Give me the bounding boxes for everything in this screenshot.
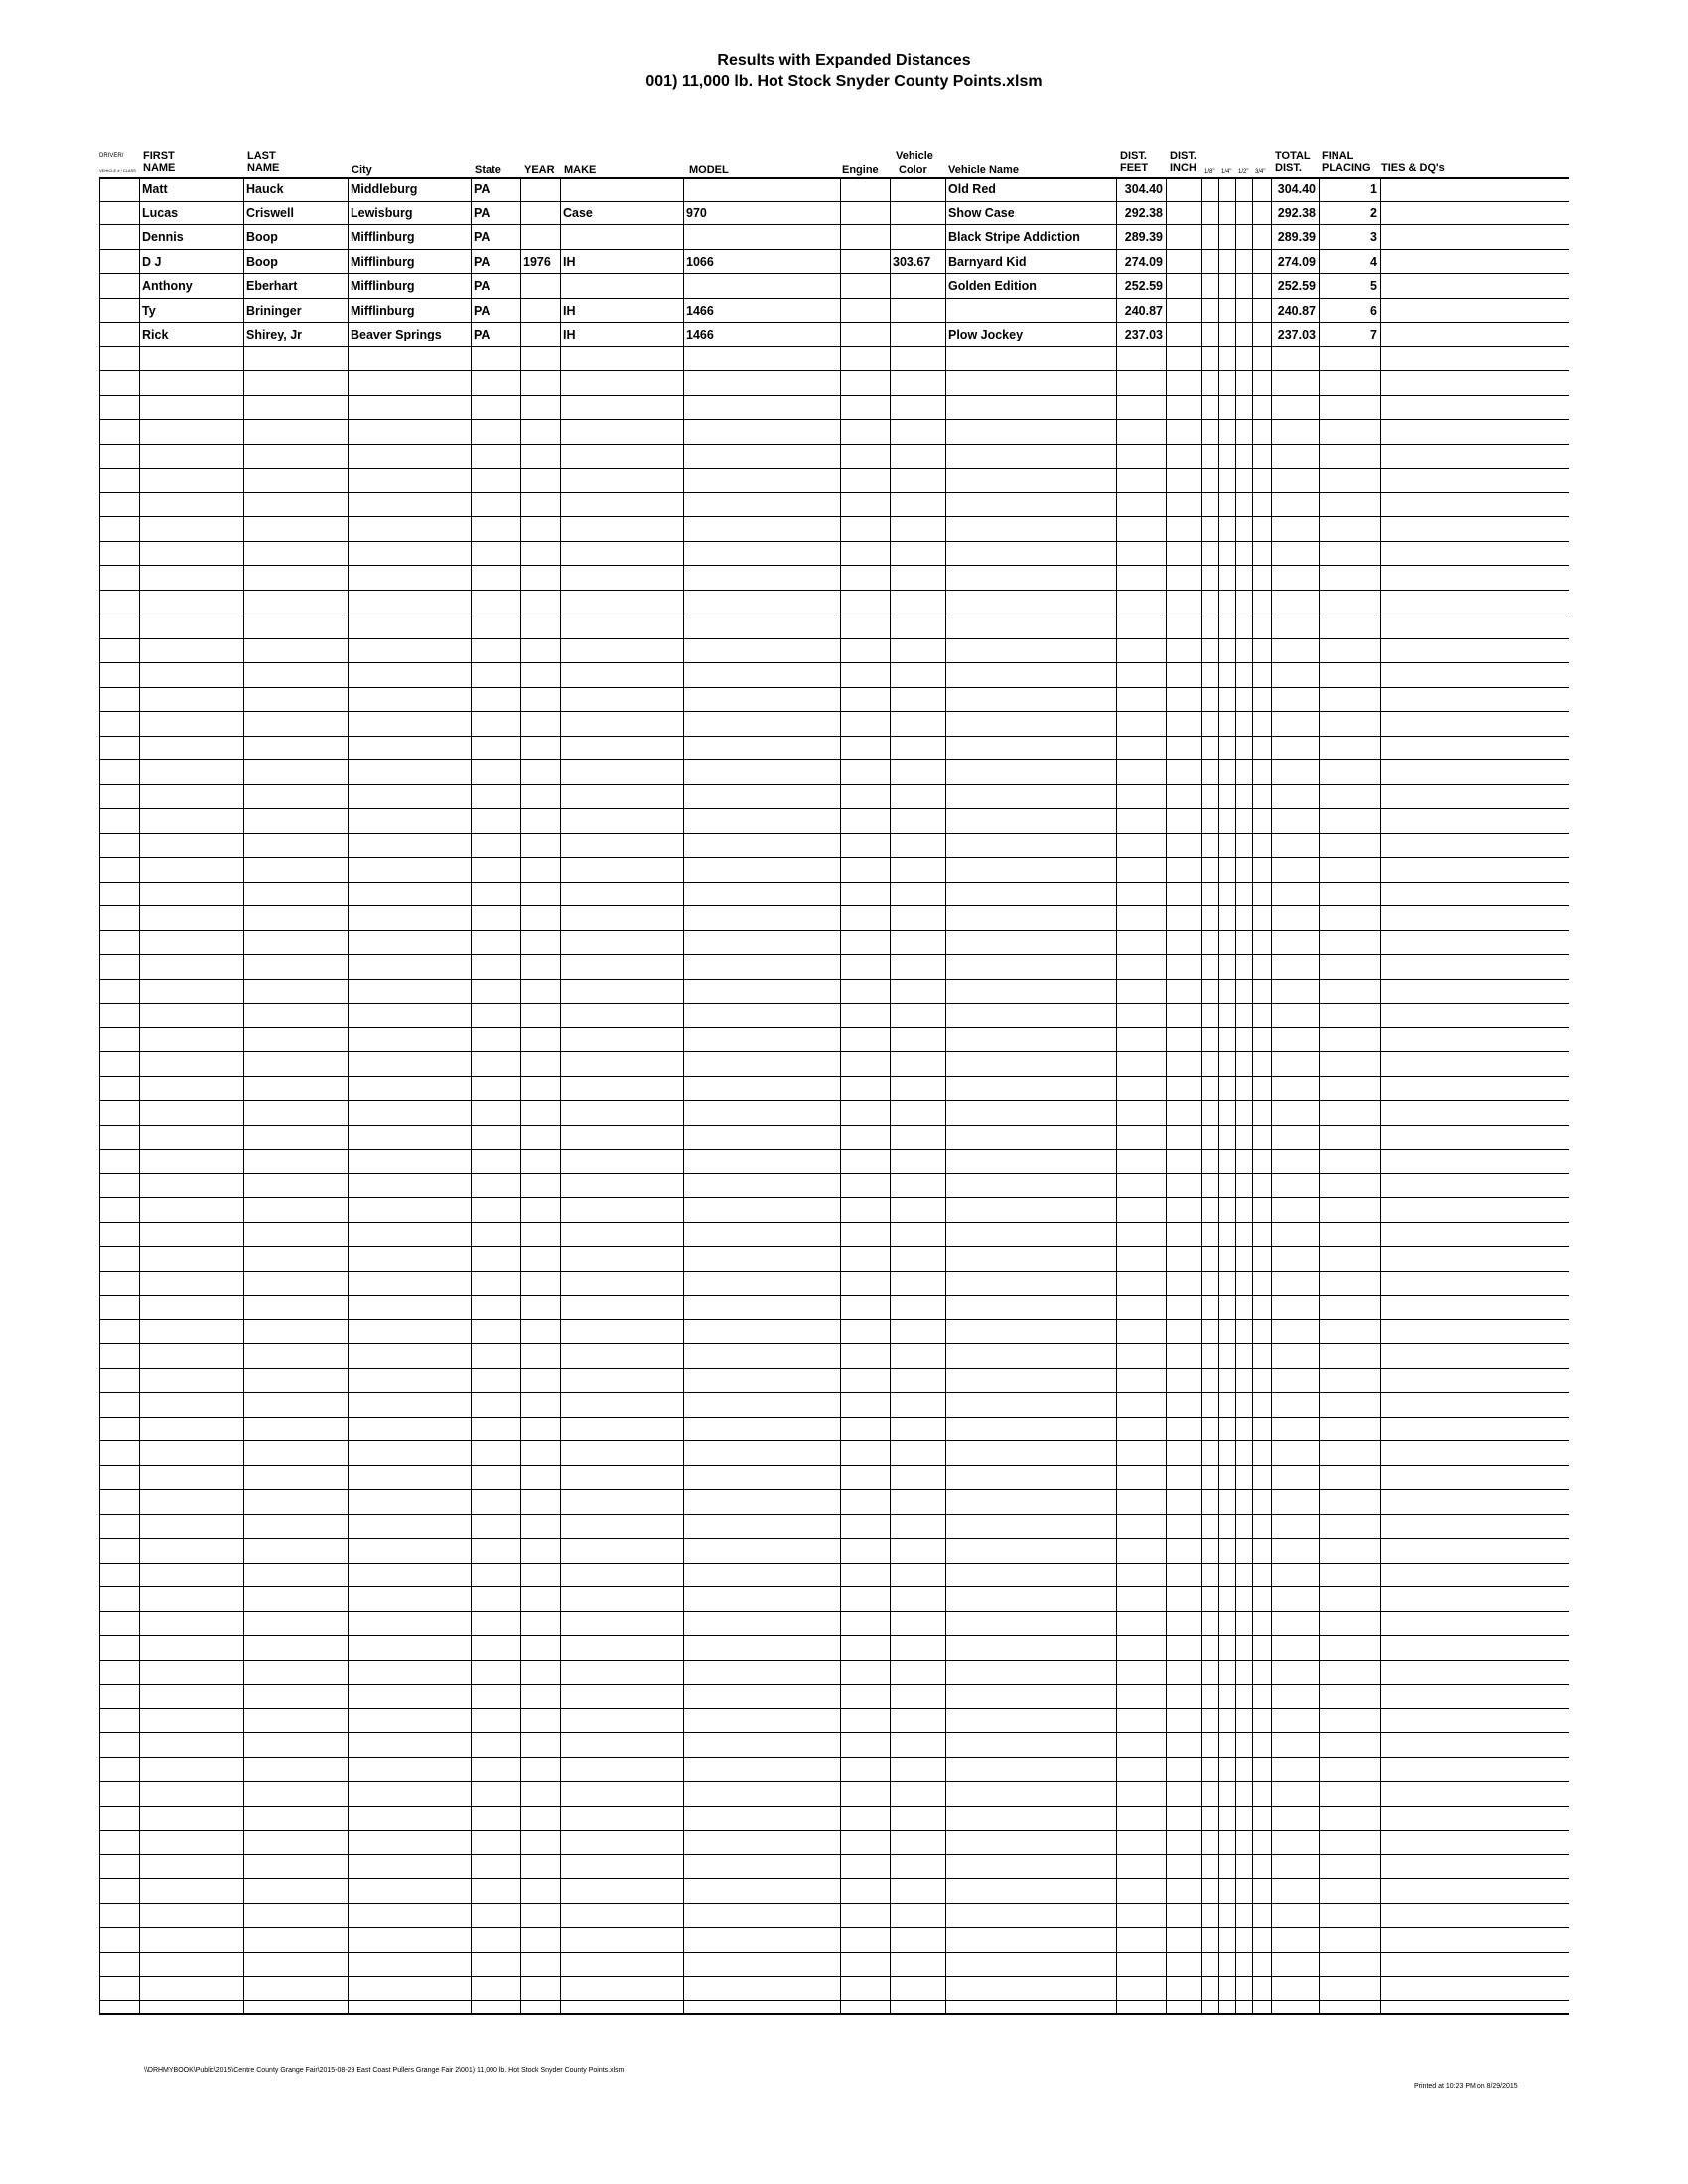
table-row — [99, 1928, 1569, 1953]
cell-first: Rick — [142, 328, 169, 341]
table-row — [99, 371, 1569, 396]
cell-color — [890, 177, 945, 201]
col-header-make: MAKE — [564, 164, 597, 176]
col-header-fraction-2: 1/4" — [1221, 169, 1232, 175]
cell-engine — [840, 202, 890, 225]
cell-color — [890, 202, 945, 225]
col-header-fraction-3: 1/2" — [1238, 169, 1249, 175]
cell-color — [890, 225, 945, 249]
table-row — [99, 1685, 1569, 1709]
cell-state: PA — [474, 254, 491, 269]
cell-city: Mifflinburg — [351, 254, 415, 269]
cell-dist-feet: 237.03 — [1124, 328, 1163, 341]
table-row — [99, 469, 1569, 493]
cell-last: Brininger — [246, 303, 302, 318]
table-row — [99, 1904, 1569, 1929]
cell-vehicle-name: Show Case — [948, 205, 1015, 220]
table-row — [99, 1272, 1569, 1297]
table-row — [99, 1515, 1569, 1540]
col-header-year: YEAR — [524, 164, 555, 176]
report-header — [0, 50, 1688, 93]
table-row — [99, 1223, 1569, 1248]
cell-total: 237.03 — [1277, 328, 1316, 341]
table-row — [99, 1709, 1569, 1734]
table-row — [99, 906, 1569, 931]
table-row — [99, 542, 1569, 567]
table-row — [99, 1564, 1569, 1588]
cell-placing: 6 — [1370, 303, 1377, 318]
table-row — [99, 445, 1569, 470]
cell-last: Boop — [246, 230, 278, 244]
col-header-dist-inch-bottom: INCH — [1170, 162, 1196, 174]
cell-model: 970 — [686, 205, 707, 220]
col-header-driver: DRIVER/ — [99, 153, 124, 159]
table-row — [99, 1174, 1569, 1199]
table-row — [99, 1150, 1569, 1174]
table-row — [99, 566, 1569, 591]
cell-year — [520, 323, 560, 346]
table-row — [99, 1466, 1569, 1491]
report-title: Results with Expanded Distances — [717, 52, 971, 68]
cell-last: Boop — [246, 254, 278, 269]
table-row — [99, 737, 1569, 761]
cell-color: 303.67 — [893, 254, 931, 269]
cell-year — [520, 299, 560, 323]
table-row — [99, 274, 1569, 299]
table-row — [99, 1077, 1569, 1102]
cell-first: D J — [142, 254, 162, 269]
table-row — [99, 980, 1569, 1005]
cell-total: 274.09 — [1277, 254, 1316, 269]
cell-first: Matt — [142, 182, 168, 196]
cell-placing: 1 — [1370, 182, 1377, 196]
table-row — [99, 1733, 1569, 1758]
cell-year — [520, 202, 560, 225]
table-row — [99, 1126, 1569, 1151]
col-header-final-bottom: PLACING — [1322, 162, 1371, 174]
cell-city: Mifflinburg — [351, 303, 415, 318]
cell-total: 240.87 — [1277, 303, 1316, 318]
table-row — [99, 1782, 1569, 1807]
table-row — [99, 1758, 1569, 1783]
cell-total: 289.39 — [1277, 230, 1316, 244]
cell-last: Eberhart — [246, 279, 298, 293]
table-row — [99, 1441, 1569, 1466]
report-subtitle: 001) 11,000 lb. Hot Stock Snyder County Points.xlsm — [645, 73, 1043, 90]
cell-state: PA — [474, 328, 491, 341]
col-header-final-top: FINAL — [1322, 150, 1354, 162]
col-header-color-top: Vehicle — [896, 150, 933, 162]
cell-make: IH — [563, 328, 576, 341]
cell-state: PA — [474, 182, 491, 196]
cell-placing: 7 — [1370, 328, 1377, 341]
cell-color — [890, 323, 945, 346]
cell-placing: 5 — [1370, 279, 1377, 293]
cell-city: Middleburg — [351, 182, 418, 196]
col-header-first-top: FIRST — [143, 150, 175, 162]
col-header-total-top: TOTAL — [1275, 150, 1311, 162]
cell-placing: 3 — [1370, 230, 1377, 244]
col-header-dist-inch-top: DIST. — [1170, 150, 1196, 162]
cell-city: Lewisburg — [351, 205, 413, 220]
table-row — [99, 1369, 1569, 1394]
cell-dist-feet: 289.39 — [1124, 230, 1163, 244]
table-row — [99, 1953, 1569, 1978]
col-header-total-bottom: DIST. — [1275, 162, 1302, 174]
cell-make — [560, 225, 683, 249]
cell-model: 1466 — [686, 303, 714, 318]
table-row — [99, 396, 1569, 421]
cell-color — [890, 299, 945, 323]
cell-engine — [840, 274, 890, 298]
cell-model — [683, 225, 840, 249]
cell-dist-feet: 240.87 — [1124, 303, 1163, 318]
cell-dist-feet: 252.59 — [1124, 279, 1163, 293]
table-row — [99, 1636, 1569, 1661]
table-row — [99, 1247, 1569, 1272]
table-row — [99, 1490, 1569, 1515]
table-row — [99, 883, 1569, 907]
cell-engine — [840, 250, 890, 274]
cell-model: 1066 — [686, 254, 714, 269]
table-row — [99, 1028, 1569, 1053]
cell-dist-feet: 274.09 — [1124, 254, 1163, 269]
cell-vehicle-name: Old Red — [948, 182, 996, 196]
cell-color — [890, 274, 945, 298]
cell-vehicle-name: Barnyard Kid — [948, 254, 1027, 269]
table-row — [99, 785, 1569, 810]
table-row — [99, 858, 1569, 883]
table-row — [99, 1539, 1569, 1564]
cell-year — [520, 274, 560, 298]
table-row — [99, 955, 1569, 980]
cell-engine — [840, 225, 890, 249]
file-path-footer: \\DRHMYBOOK\Public\2015\Centre County Grange Fair\2015-08-29 East Coast Pullers Grange Fair 2\001) 11,000 lb. Hot Stock Snyder County Points.xlsm — [144, 2067, 625, 2074]
cell-first: Ty — [142, 303, 156, 318]
col-header-vehicle-name: Vehicle Name — [948, 164, 1019, 176]
cell-first: Anthony — [142, 279, 193, 293]
table-bottom-border — [99, 2013, 1569, 2015]
table-row — [99, 1807, 1569, 1832]
cell-engine — [840, 177, 890, 201]
table-row — [99, 250, 1569, 275]
table-row — [99, 1052, 1569, 1077]
cell-vehicle-name: Black Stripe Addiction — [948, 230, 1080, 244]
cell-city: Mifflinburg — [351, 230, 415, 244]
col-header-model: MODEL — [689, 164, 729, 176]
table-row — [99, 420, 1569, 445]
cell-total: 304.40 — [1277, 182, 1316, 196]
cell-total: 252.59 — [1277, 279, 1316, 293]
table-row — [99, 809, 1569, 834]
cell-last: Shirey, Jr — [246, 328, 303, 341]
table-row — [99, 493, 1569, 518]
cell-state: PA — [474, 205, 491, 220]
table-row — [99, 1344, 1569, 1369]
col-header-state: State — [475, 164, 501, 176]
col-header-ties: TIES & DQ's — [1381, 162, 1445, 174]
table-row — [99, 177, 1569, 202]
cell-model: 1466 — [686, 328, 714, 341]
table-row — [99, 1612, 1569, 1637]
table-row — [99, 1320, 1569, 1345]
col-header-dist-feet-top: DIST. — [1120, 150, 1147, 162]
cell-total: 292.38 — [1277, 205, 1316, 220]
cell-year: 1976 — [523, 254, 551, 269]
table-row — [99, 931, 1569, 956]
cell-state: PA — [474, 303, 491, 318]
cell-model — [683, 177, 840, 201]
table-row — [99, 323, 1569, 347]
cell-make — [560, 177, 683, 201]
cell-first: Dennis — [142, 230, 184, 244]
table-row — [99, 1879, 1569, 1904]
table-row — [99, 1587, 1569, 1612]
table-row — [99, 202, 1569, 226]
col-header-color-bottom: Color — [899, 164, 927, 176]
cell-state: PA — [474, 230, 491, 244]
cell-dist-feet: 304.40 — [1124, 182, 1163, 196]
table-row — [99, 1661, 1569, 1686]
table-row — [99, 760, 1569, 785]
table-row — [99, 225, 1569, 250]
table-row — [99, 1393, 1569, 1418]
table-row — [99, 834, 1569, 859]
cell-placing: 2 — [1370, 205, 1377, 220]
cell-year — [520, 225, 560, 249]
cell-state: PA — [474, 279, 491, 293]
table-row — [99, 1296, 1569, 1320]
cell-vehicle-name — [945, 299, 1116, 323]
table-row — [99, 591, 1569, 615]
cell-make: IH — [563, 303, 576, 318]
cell-make: IH — [563, 254, 576, 269]
cell-vehicle-name: Plow Jockey — [948, 328, 1024, 341]
col-header-city: City — [352, 164, 372, 176]
table-row — [99, 1418, 1569, 1442]
cell-first: Lucas — [142, 205, 179, 220]
cell-make — [560, 274, 683, 298]
col-header-last-bottom: NAME — [247, 162, 280, 174]
table-row — [99, 663, 1569, 688]
cell-dist-feet: 292.38 — [1124, 205, 1163, 220]
cell-year — [520, 177, 560, 201]
cell-model — [683, 274, 840, 298]
table-row — [99, 639, 1569, 664]
col-header-fraction-1: 1/8" — [1204, 169, 1215, 175]
cell-last: Hauck — [246, 182, 284, 196]
table-row — [99, 712, 1569, 737]
col-header-engine: Engine — [842, 164, 879, 176]
cell-placing: 4 — [1370, 254, 1377, 269]
results-sheet — [99, 149, 1569, 2015]
table-row — [99, 347, 1569, 372]
cell-engine — [840, 323, 890, 346]
table-row — [99, 614, 1569, 639]
col-header-driver-sub: VEHICLE # / CLASS — [99, 168, 136, 173]
cell-city: Mifflinburg — [351, 279, 415, 293]
table-row — [99, 688, 1569, 713]
table-row — [99, 517, 1569, 542]
cell-engine — [840, 299, 890, 323]
table-row — [99, 1855, 1569, 1880]
table-row — [99, 1198, 1569, 1223]
cell-vehicle-name: Golden Edition — [948, 279, 1037, 293]
table-row — [99, 1977, 1569, 2001]
col-header-last-top: LAST — [247, 150, 276, 162]
table-row — [99, 1101, 1569, 1126]
col-header-dist-feet-bottom: FEET — [1120, 162, 1149, 174]
cell-city: Beaver Springs — [351, 328, 442, 341]
printed-timestamp: Printed at 10:23 PM on 8/29/2015 — [1414, 2083, 1518, 2090]
col-header-first-bottom: NAME — [143, 162, 176, 174]
col-header-fraction-4: 3/4" — [1255, 169, 1266, 175]
table-row — [99, 1831, 1569, 1855]
table-row — [99, 1004, 1569, 1028]
table-row — [99, 299, 1569, 324]
cell-make: Case — [563, 205, 593, 220]
cell-last: Criswell — [246, 205, 294, 220]
